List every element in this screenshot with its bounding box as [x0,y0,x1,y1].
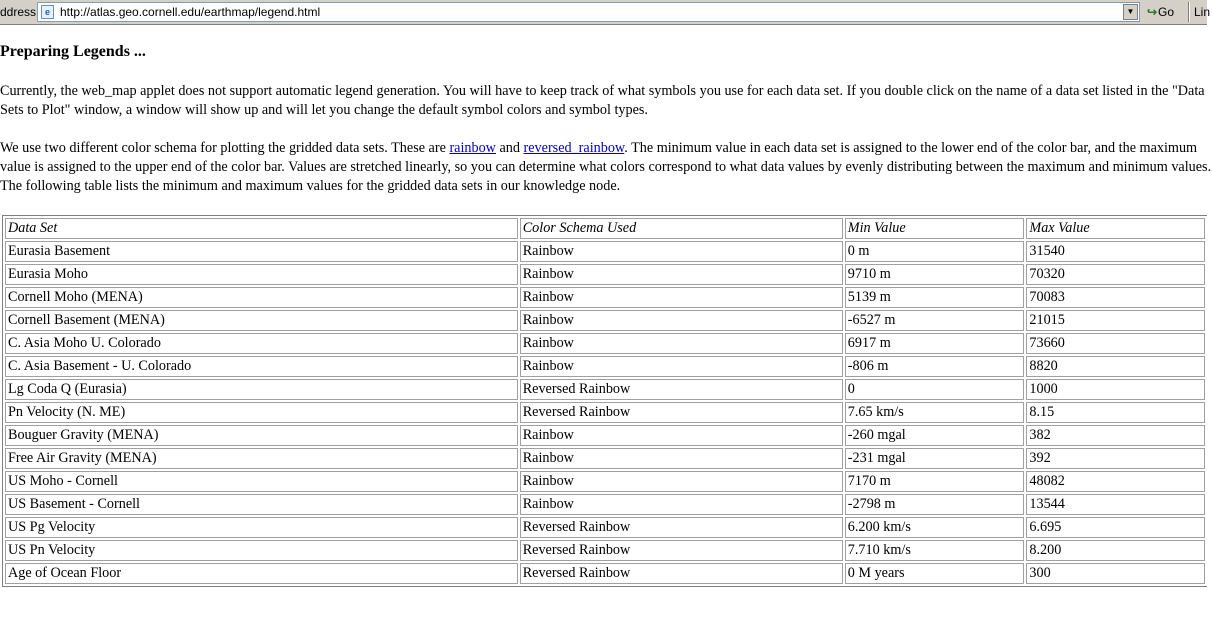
cell-color-schema: Reversed Rainbow [520,402,843,423]
cell-color-schema: Rainbow [520,494,843,515]
page-heading: Preparing Legends ... [0,43,146,60]
table-row [5,264,1205,285]
page-icon: e [41,5,54,19]
table-row [5,471,1205,492]
cell-min-value: 9710 m [845,264,1025,285]
cell-color-schema: Rainbow [520,425,843,446]
cell-color-schema: Rainbow [520,471,843,492]
reversed-rainbow-link[interactable]: reversed_rainbow [523,140,625,156]
cell-color-schema: Rainbow [520,287,843,308]
cell-max-value: 8.200 [1026,540,1205,561]
cell-color-schema: Rainbow [520,333,843,354]
cell-max-value: 70320 [1026,264,1205,285]
table-row [5,241,1205,262]
cell-data-set: Lg Coda Q (Eurasia) [5,379,518,400]
cell-color-schema: Rainbow [520,448,843,469]
cell-min-value: -260 mgal [845,425,1025,446]
cell-max-value: 8820 [1026,356,1205,377]
table-header-row [5,218,1205,239]
cell-data-set: Cornell Basement (MENA) [5,310,518,331]
table-row [5,333,1205,354]
cell-max-value: 13544 [1026,494,1205,515]
header-data-set: Data Set [5,218,518,239]
cell-color-schema: Rainbow [520,241,843,262]
cell-max-value: 21015 [1026,310,1205,331]
cell-data-set: Pn Velocity (N. ME) [5,402,518,423]
color-schema-paragraph [0,139,1212,196]
table-row [5,310,1205,331]
paragraph-text: and [495,140,524,156]
cell-max-value: 392 [1026,448,1205,469]
table-row [5,425,1205,446]
rainbow-link[interactable]: rainbow [449,140,496,156]
cell-data-set: Age of Ocean Floor [5,563,518,584]
cell-min-value: 0 M years [845,563,1025,584]
cell-color-schema: Reversed Rainbow [520,540,843,561]
intro-paragraph: Currently, the web_map applet does not support automatic legend generation. You will have to keep track of what symbols you use for each data set. If you double click on the name of a data set listed in the "Data Sets to Plot" window, a window will show up and will let you change the default symbol colors and symbol types. [0,83,1205,118]
header-max-value: Max Value [1026,218,1205,239]
address-dropdown-button[interactable]: ▼ [1123,4,1138,20]
cell-color-schema: Rainbow [520,356,843,377]
cell-data-set: Free Air Gravity (MENA) [5,448,518,469]
cell-min-value: 7170 m [845,471,1025,492]
cell-max-value: 382 [1026,425,1205,446]
cell-min-value: -806 m [845,356,1025,377]
cell-min-value: 5139 m [845,287,1025,308]
address-url[interactable]: http://atlas.geo.cornell.edu/earthmap/legend.html [60,5,321,19]
cell-min-value: 0 [845,379,1025,400]
table-row [5,563,1205,584]
cell-data-set: Eurasia Moho [5,264,518,285]
cell-color-schema: Rainbow [520,264,843,285]
go-label: Go [1158,5,1175,19]
cell-color-schema: Reversed Rainbow [520,379,843,400]
go-arrow-icon: ↪ [1146,5,1158,19]
cell-min-value: -2798 m [845,494,1025,515]
links-toolbar-label[interactable]: Lin [1194,5,1211,19]
cell-min-value: 6.200 km/s [845,517,1025,538]
cell-data-set: Eurasia Basement [5,241,518,262]
cell-max-value: 6.695 [1026,517,1205,538]
cell-color-schema: Rainbow [520,310,843,331]
address-label: ddress [0,5,37,19]
table-row [5,448,1205,469]
cell-data-set: Cornell Moho (MENA) [5,287,518,308]
paragraph-text: . The minimum value in each data set is assigned to the lower end of the color bar, and the maximum value is assigned to the upper end of the color bar. Values are stretched linearly, so you can determine what colors correspond to what data values by evenly distributing between the maximum and minimum values. The following table lists the minimum and maximum values for the gridded data sets in our knowledge node. [0,140,1212,194]
cell-min-value: -6527 m [845,310,1025,331]
cell-data-set: US Pg Velocity [5,517,518,538]
table-row [5,517,1205,538]
cell-color-schema: Reversed Rainbow [520,517,843,538]
cell-max-value: 1000 [1026,379,1205,400]
cell-min-value: 7.710 km/s [845,540,1025,561]
table-row [5,379,1205,400]
paragraph-text: We use two different color schema for plotting the gridded data sets. These are [0,140,450,156]
cell-min-value: 7.65 km/s [845,402,1025,423]
table-row [5,356,1205,377]
table-row [5,402,1205,423]
header-min-value: Min Value [845,218,1025,239]
address-bar [0,0,1211,25]
cell-max-value: 48082 [1026,471,1205,492]
cell-data-set: US Basement - Cornell [5,494,518,515]
cell-max-value: 8.15 [1026,402,1205,423]
cell-max-value: 70083 [1026,287,1205,308]
address-input[interactable] [37,2,1140,22]
cell-data-set: Bouguer Gravity (MENA) [5,425,518,446]
cell-data-set: C. Asia Basement - U. Colorado [5,356,518,377]
data-sets-table [2,215,1207,587]
cell-min-value: 6917 m [845,333,1025,354]
go-button[interactable] [1146,3,1188,21]
cell-max-value: 300 [1026,563,1205,584]
cell-data-set: US Moho - Cornell [5,471,518,492]
table-row [5,494,1205,515]
cell-data-set: C. Asia Moho U. Colorado [5,333,518,354]
cell-color-schema: Reversed Rainbow [520,563,843,584]
cell-max-value: 31540 [1026,241,1205,262]
cell-max-value: 73660 [1026,333,1205,354]
toolbar-separator [1188,2,1190,22]
cell-min-value: -231 mgal [845,448,1025,469]
table-row [5,287,1205,308]
table-row [5,540,1205,561]
cell-data-set: US Pn Velocity [5,540,518,561]
header-color-schema: Color Schema Used [520,218,843,239]
cell-min-value: 0 m [845,241,1025,262]
